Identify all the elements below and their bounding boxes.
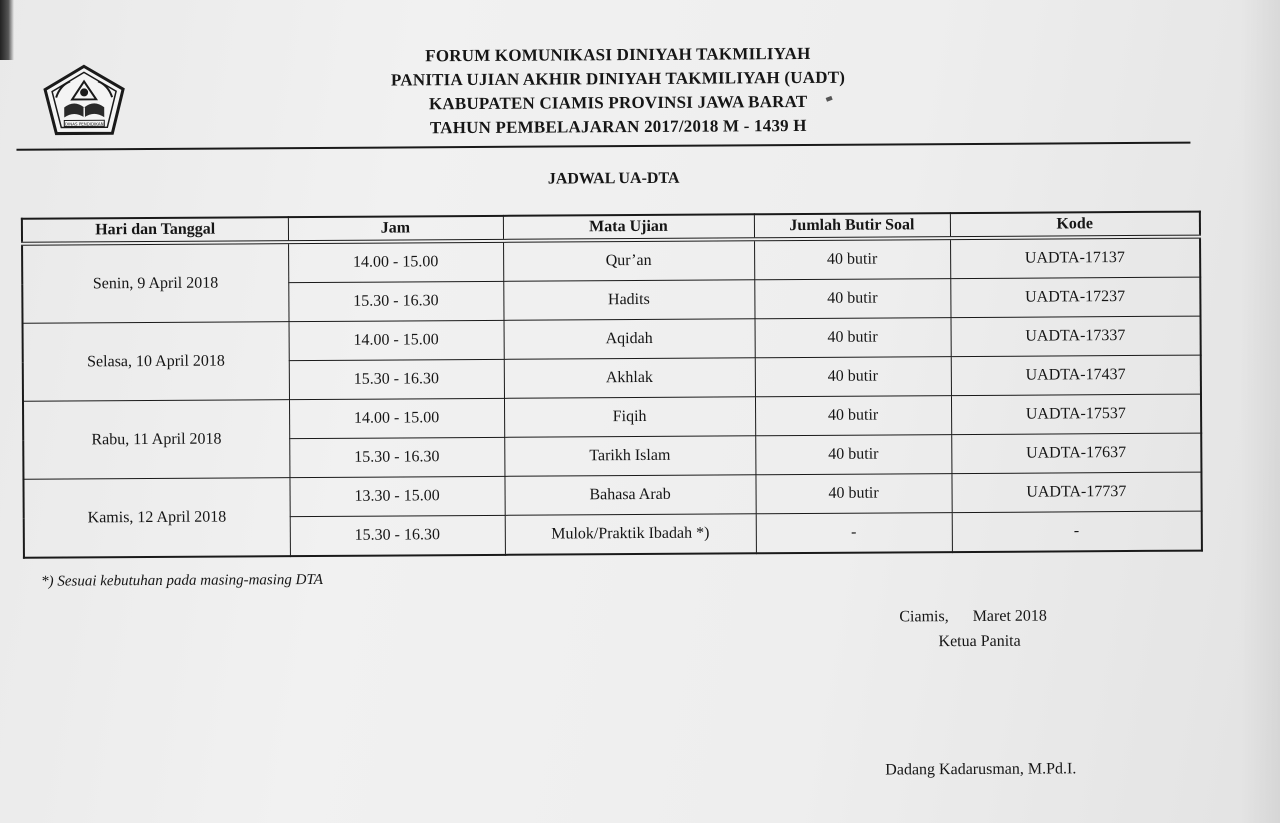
time-cell: 15.30 - 16.30 [290, 515, 505, 556]
header-line-4: TAHUN PEMBELAJARAN 2017/2018 M - 1439 H [429, 115, 807, 138]
header-cell-day: Hari dan Tanggal [22, 217, 288, 244]
count-cell: 40 butir [755, 435, 951, 475]
time-cell: 15.30 - 16.30 [289, 437, 504, 477]
table-row [22, 237, 1200, 285]
time-cell: 14.00 - 15.00 [289, 398, 504, 438]
count-cell: 40 butir [754, 279, 950, 319]
subject-cell: Akhlak [504, 358, 755, 399]
code-cell: UADTA-17437 [951, 355, 1201, 396]
header-line-3: KABUPATEN CIAMIS PROVINSI JAWA BARAT [428, 91, 808, 114]
day-cell: Kamis, 12 April 2018 [23, 478, 289, 558]
time-cell: 15.30 - 16.30 [289, 359, 504, 399]
time-cell: 15.30 - 16.30 [288, 281, 503, 321]
count-cell: 40 butir [755, 396, 951, 436]
schedule-table-wrap [21, 211, 1201, 570]
header-line-2: PANITIA UJIAN AKHIR DINIYAH TAKMILIYAH (UADT) [390, 67, 846, 90]
subject-cell: Hadits [503, 280, 754, 321]
subject-cell: Mulok/Praktik Ibadah *) [505, 514, 756, 555]
logo-text: DINAS PENDIDIKAN [65, 121, 104, 127]
header-divider [16, 142, 1190, 151]
code-cell: UADTA-17737 [951, 472, 1201, 513]
header-cell-code: Kode [950, 212, 1200, 239]
code-cell: UADTA-17137 [950, 237, 1200, 279]
code-cell: - [952, 511, 1202, 552]
footnote: *) Sesuai kebutuhan pada masing-masing DTA [41, 571, 323, 590]
header-cell-count: Jumlah Butir Soal [754, 213, 950, 239]
document-title: JADWAL UA-DTA [547, 169, 680, 188]
code-cell: UADTA-17337 [951, 316, 1201, 357]
time-cell: 14.00 - 15.00 [289, 320, 504, 360]
subject-cell: Tarikh Islam [504, 436, 755, 477]
subject-cell: Qur’an [503, 239, 754, 281]
code-cell: UADTA-17637 [951, 433, 1201, 474]
count-cell: - [756, 513, 952, 554]
subject-cell: Fiqih [504, 397, 755, 438]
signer-name: Dadang Kadarusman, M.Pd.I. [885, 760, 1077, 779]
subject-cell: Bahasa Arab [504, 475, 755, 516]
document-header [298, 41, 939, 141]
count-cell: 40 butir [754, 238, 950, 280]
code-cell: UADTA-17537 [951, 394, 1201, 435]
day-cell: Senin, 9 April 2018 [22, 242, 288, 323]
place-date: Ciamis, Maret 2018 [899, 607, 1047, 626]
time-cell: 13.30 - 15.00 [289, 476, 504, 516]
header-line-1: FORUM KOMUNIKASI DINIYAH TAKMILIYAH [425, 43, 811, 66]
schedule-table [21, 211, 1203, 559]
count-cell: 40 butir [755, 357, 951, 397]
code-cell: UADTA-17237 [950, 277, 1200, 318]
signer-role: Ketua Panita [938, 632, 1021, 651]
day-cell: Selasa, 10 April 2018 [23, 322, 289, 402]
time-cell: 14.00 - 15.00 [288, 241, 503, 283]
book-emblem-icon [42, 63, 126, 138]
header-cell-subject: Mata Ujian [503, 214, 754, 241]
subject-cell: Aqidah [504, 319, 755, 360]
day-cell: Rabu, 11 April 2018 [23, 400, 289, 480]
count-cell: 40 butir [755, 318, 951, 358]
count-cell: 40 butir [755, 474, 951, 514]
header-cell-time: Jam [288, 216, 503, 242]
